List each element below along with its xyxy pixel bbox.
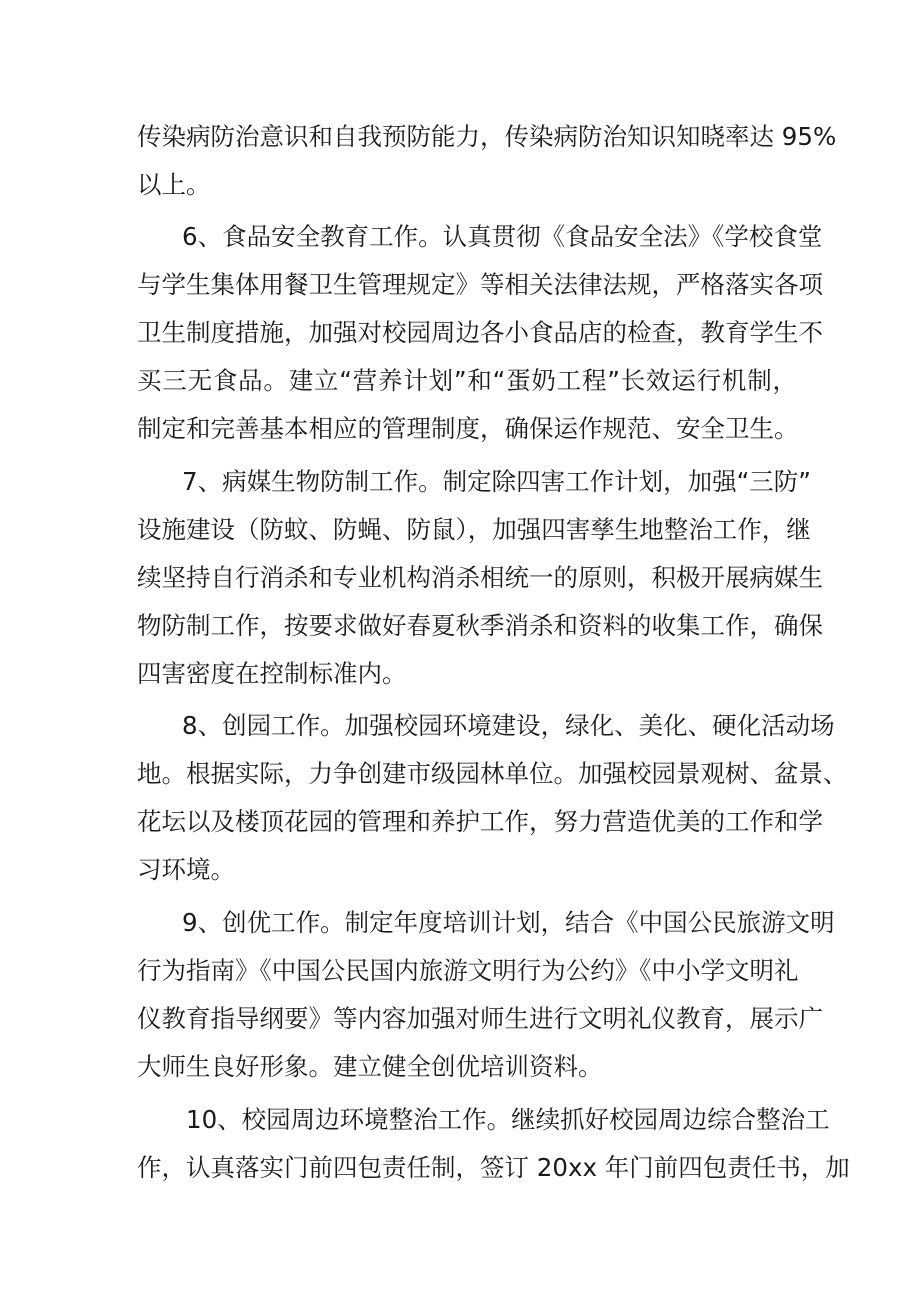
- paragraph-line: 卫生制度措施，加强对校园周边各小食品店的检查，教育学生不: [137, 318, 823, 347]
- paragraph-line: 10、校园周边环境整治工作。继续抓好校园周边综合整治工: [186, 1105, 830, 1134]
- paragraph-line: 9、创优工作。制定年度培训计划，结合《中国公民旅游文明: [182, 908, 835, 937]
- paragraph-line: 设施建设（防蚊、防蝇、防鼠），加强四害孳生地整治工作，继: [137, 515, 811, 544]
- paragraph-line: 大师生良好形象。建立健全创优培训资料。: [137, 1052, 603, 1081]
- paragraph-line: 行为指南》《中国公民国内旅游文明行为公约》《中小学文明礼: [137, 956, 799, 985]
- paragraph-line: 以上。: [137, 170, 211, 199]
- paragraph-line: 7、病媒生物防制工作。制定除四害工作计划，加强“三防”: [182, 467, 811, 496]
- paragraph-line: 四害密度在控制标准内。: [137, 659, 407, 688]
- paragraph-line: 8、创园工作。加强校园环境建设，绿化、美化、硬化活动场: [182, 711, 835, 740]
- paragraph-line: 仪教育指导纲要》等内容加强对师生进行文明礼仪教育，展示广: [137, 1004, 823, 1033]
- paragraph-line: 地。根据实际，力争创建市级园林单位。加强校园景观树、盆景、: [137, 759, 848, 788]
- paragraph-line: 物防制工作，按要求做好春夏秋季消杀和资料的收集工作，确保: [137, 611, 823, 640]
- paragraph-line: 续坚持自行消杀和专业机构消杀相统一的原则，积极开展病媒生: [137, 563, 823, 592]
- paragraph-line: 习环境。: [137, 855, 235, 884]
- paragraph-line: 传染病防治意识和自我预防能力，传染病防治知识知晓率达 95%: [137, 122, 837, 151]
- paragraph-line: 买三无食品。建立“营养计划”和“蛋奶工程”长效运行机制，: [137, 366, 797, 395]
- paragraph-line: 作，认真落实门前四包责任制，签订 20xx 年门前四包责任书，加: [137, 1153, 850, 1182]
- paragraph-line: 与学生集体用餐卫生管理规定》等相关法律法规，严格落实各项: [137, 270, 823, 299]
- paragraph-line: 制定和完善基本相应的管理制度，确保运作规范、安全卫生。: [137, 414, 799, 443]
- paragraph-line: 花坛以及楼顶花园的管理和养护工作，努力营造优美的工作和学: [137, 807, 823, 836]
- paragraph-line: 6、食品安全教育工作。认真贯彻《食品安全法》《学校食堂: [182, 222, 823, 251]
